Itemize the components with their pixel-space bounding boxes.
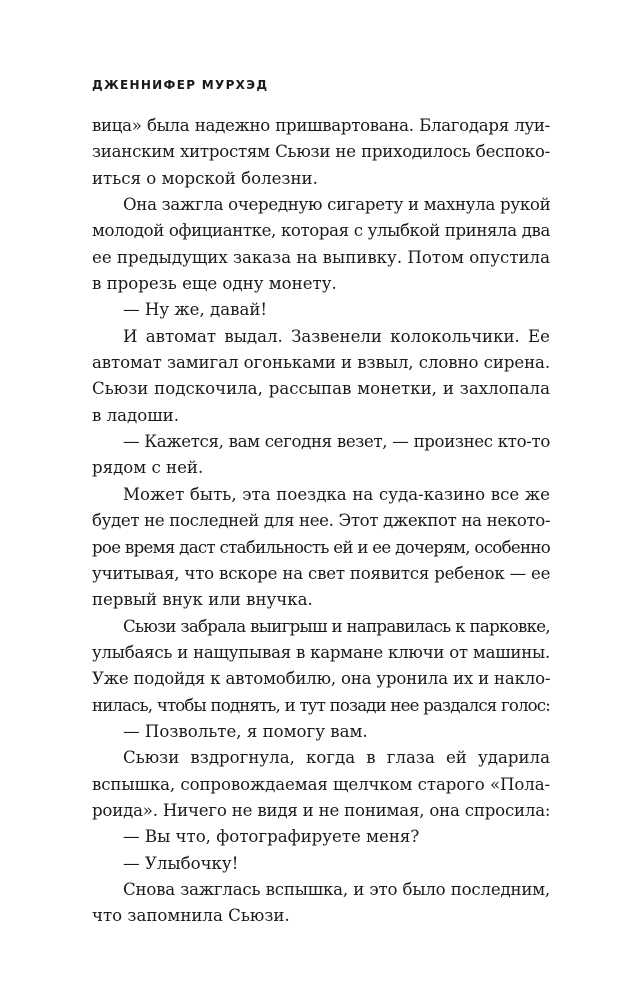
text-line: Уже подойдя к автомобилю, она уронила их и накло-: [92, 669, 551, 689]
text-line: рядом с ней.: [92, 458, 204, 478]
text-line: Сьюзи подскочила, рассыпав монетки, и захлопала: [92, 379, 550, 399]
text-line: нилась, чтобы поднять, и тут позади нее раздался голос:: [92, 695, 550, 715]
dialogue-line: — Улыбочку!: [123, 853, 239, 873]
text-line: вспышка, сопровождаемая щелчком старого «Пола-: [92, 774, 550, 794]
body-text: [92, 113, 550, 930]
dialogue-line: — Ну же, давай!: [123, 300, 268, 320]
text-line: И автомат выдал. Зазвенели колокольчики. Ее: [123, 326, 550, 346]
text-line: молодой официантке, которая с улыбкой приняла два: [92, 221, 550, 241]
text-line: Сьюзи вздрогнула, когда в глаза ей ударила: [123, 748, 550, 768]
text-line: улыбаясь и нащупывая в кармане ключи от машины.: [92, 642, 550, 662]
dialogue-line: — Вы что, фотографируете меня?: [123, 827, 420, 847]
text-line: в ладоши.: [92, 405, 180, 425]
text-line: иться о морской болезни.: [92, 168, 318, 188]
text-line: Она зажгла очередную сигарету и махнула рукой: [123, 195, 551, 215]
text-line: рое время даст стабильность ей и ее дочерям, особенно: [92, 537, 550, 557]
text-line: в прорезь еще одну монету.: [92, 274, 337, 294]
text-line: зианским хитростям Сьюзи не приходилось беспоко-: [92, 142, 550, 162]
dialogue-line: — Позвольте, я помогу вам.: [123, 721, 368, 741]
text-line: учитывая, что вскоре на свет появится ребенок — ее: [92, 563, 551, 583]
text-line: что запомнила Сьюзи.: [92, 906, 290, 926]
text-line: ее предыдущих заказа на выпивку. Потом опустила: [92, 247, 550, 267]
text-line: будет не последней для нее. Этот джекпот на некото-: [92, 511, 551, 531]
text-line: Снова зажглась вспышка, и это было последним,: [123, 879, 550, 899]
text-line: первый внук или внучка.: [92, 590, 313, 610]
text-line: вица» была надежно пришвартована. Благодаря луи-: [92, 116, 550, 135]
text-line: Сьюзи забрала выигрыш и направилась к парковке,: [123, 616, 550, 636]
running-head: ДЖЕННИФЕР МУРХЭД: [92, 78, 269, 92]
text-line: Может быть, эта поездка на суда-казино все же: [123, 484, 550, 504]
dialogue-line: — Кажется, вам сегодня везет, — произнес кто-то: [123, 432, 550, 452]
text-line: автомат замигал огоньками и взвыл, словно сирена.: [92, 353, 550, 373]
text-line: роида». Ничего не видя и не понимая, она спросила:: [92, 800, 551, 820]
